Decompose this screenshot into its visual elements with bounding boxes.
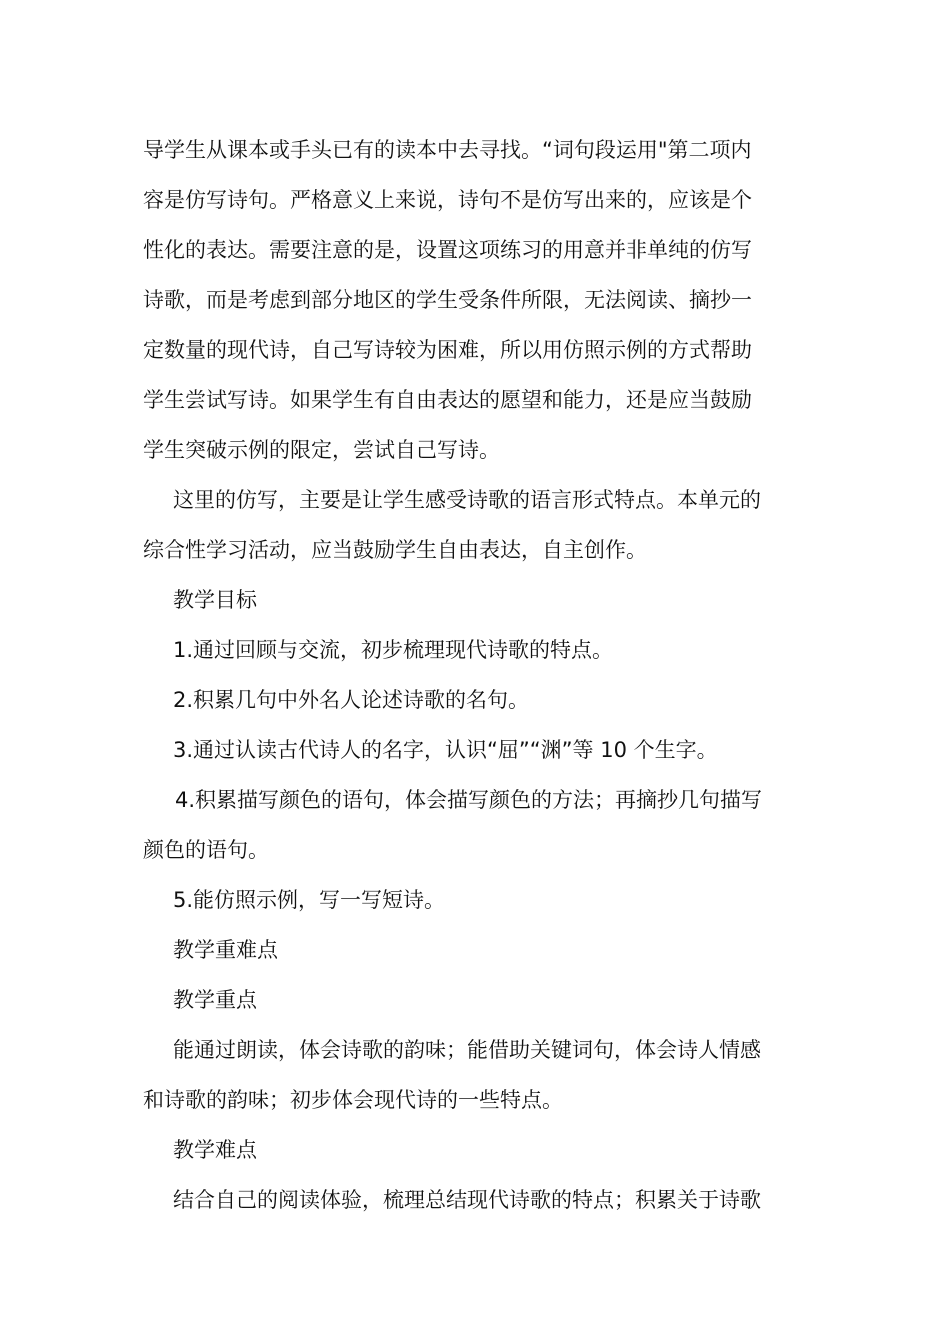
paragraph-line: 容是仿写诗句。严格意义上来说，诗句不是仿写出来的，应该是个 xyxy=(143,188,752,212)
subsection-heading: 教学难点 xyxy=(173,1138,257,1162)
objective-item: 5.能仿照示例，写一写短诗。 xyxy=(173,888,446,912)
paragraph-line: 学生突破示例的限定，尝试自己写诗。 xyxy=(143,438,500,462)
paragraph-line: 定数量的现代诗，自己写诗较为困难，所以用仿照示例的方式帮助 xyxy=(143,338,752,362)
paragraph-line: 性化的表达。需要注意的是，设置这项练习的用意并非单纯的仿写 xyxy=(143,238,752,262)
paragraph-line: 这里的仿写，主要是让学生感受诗歌的语言形式特点。本单元的 xyxy=(173,488,761,512)
paragraph-line: 能通过朗读，体会诗歌的韵味；能借助关键词句，体会诗人情感 xyxy=(173,1038,761,1062)
paragraph-line: 结合自己的阅读体验，梳理总结现代诗歌的特点；积累关于诗歌 xyxy=(173,1188,761,1212)
objective-item: 3.通过认读古代诗人的名字，认识“屈”“渊”等 10 个生字。 xyxy=(173,738,718,762)
paragraph-line: 综合性学习活动，应当鼓励学生自由表达，自主创作。 xyxy=(143,538,647,562)
section-heading: 教学重难点 xyxy=(173,938,278,962)
paragraph-line: 和诗歌的韵味；初步体会现代诗的一些特点。 xyxy=(143,1088,563,1112)
objective-item: 4.积累描写颜色的语句，体会描写颜色的方法；再摘抄几句描写 xyxy=(175,788,763,812)
paragraph-line: 诗歌，而是考虑到部分地区的学生受条件所限，无法阅读、摘抄一 xyxy=(143,288,752,312)
subsection-heading: 教学重点 xyxy=(173,988,257,1012)
section-heading: 教学目标 xyxy=(173,588,257,612)
paragraph-line: 学生尝试写诗。如果学生有自由表达的愿望和能力，还是应当鼓励 xyxy=(143,388,752,412)
objective-item-continuation: 颜色的语句。 xyxy=(143,838,269,862)
objective-item: 2.积累几句中外名人论述诗歌的名句。 xyxy=(173,688,530,712)
document-page xyxy=(143,125,809,1225)
objective-item: 1.通过回顾与交流，初步梳理现代诗歌的特点。 xyxy=(173,638,614,662)
paragraph-line: 导学生从课本或手头已有的读本中去寻找。“词句段运用"第二项内 xyxy=(143,138,752,162)
